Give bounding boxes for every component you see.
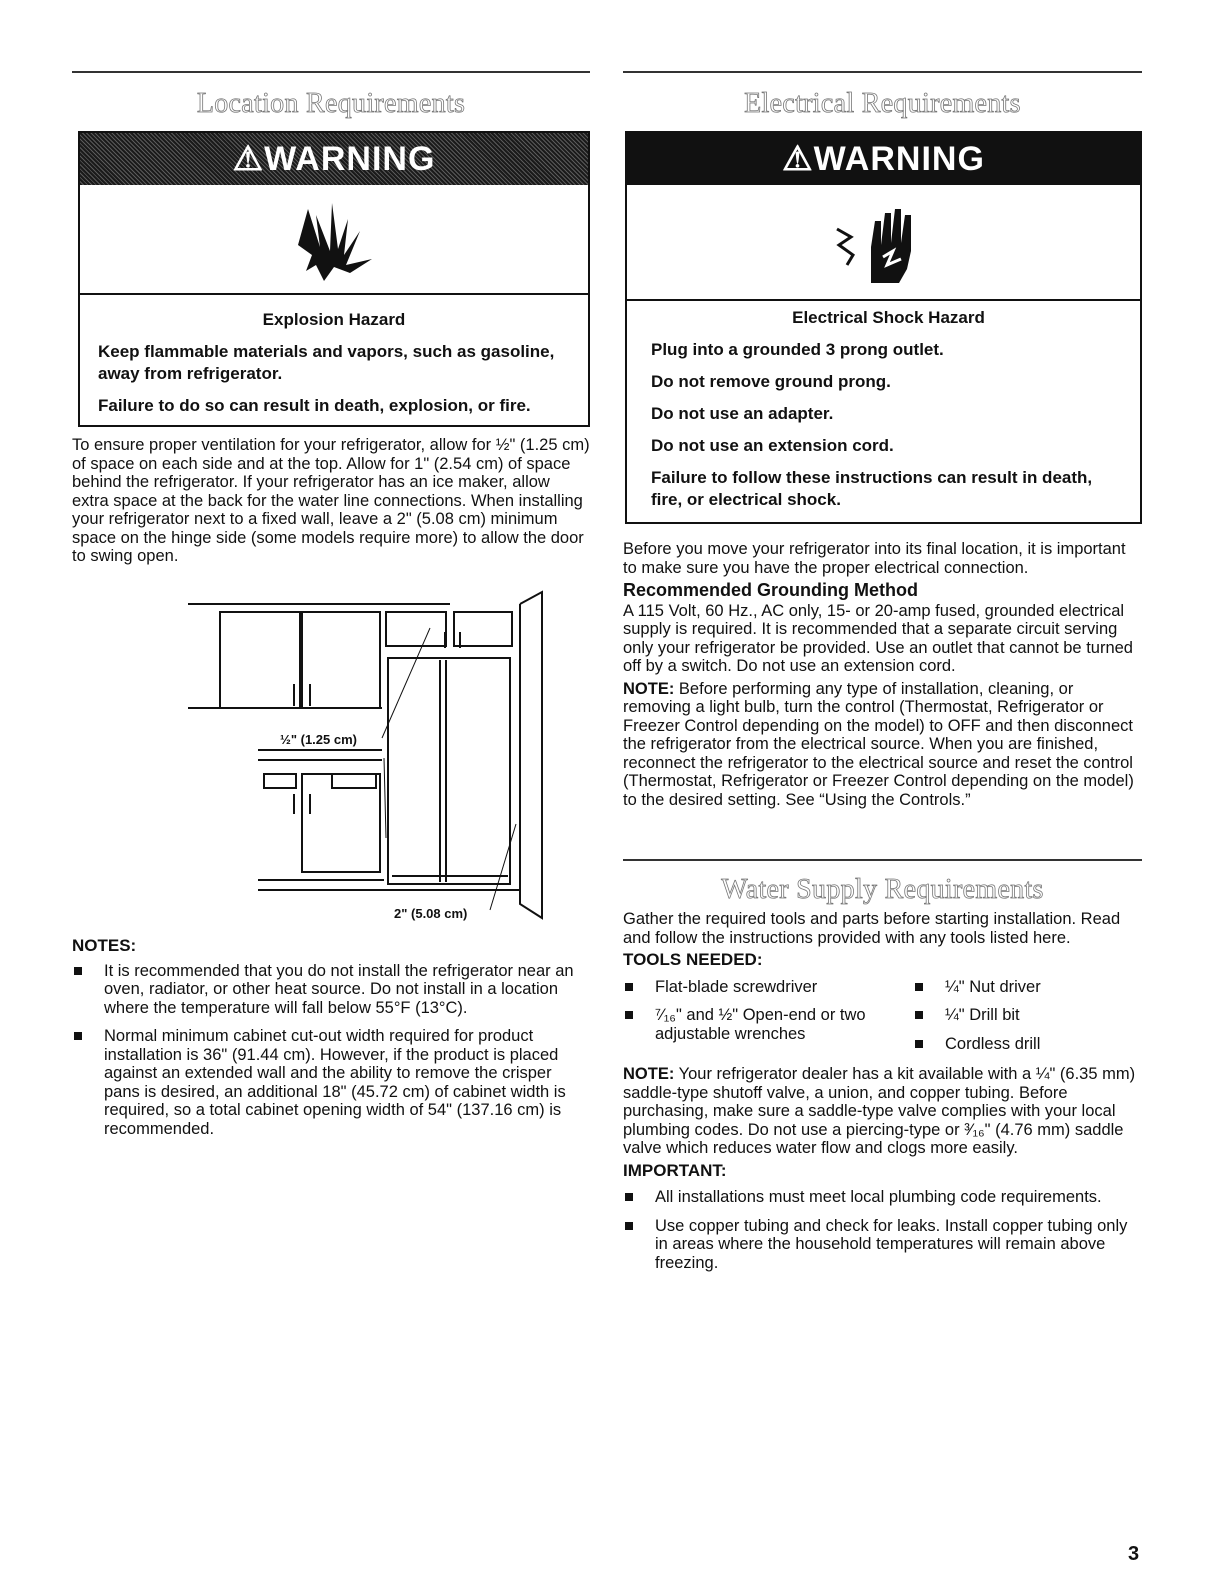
warning-header xyxy=(80,133,588,185)
notes-heading: NOTES: xyxy=(72,936,137,955)
tools-list-left xyxy=(623,978,913,1064)
list-item: ¼" Nut driver xyxy=(913,978,1142,997)
list-item: ¼" Drill bit xyxy=(913,1006,1142,1025)
section-divider xyxy=(72,71,590,73)
water-intro: Gather the required tools and parts before starting installation. Read and follow the instructions provided with any tools listed here. xyxy=(623,910,1121,947)
section-divider xyxy=(623,71,1142,73)
important-list xyxy=(623,1188,1142,1272)
section-divider xyxy=(623,859,1142,861)
explosion-icon xyxy=(80,185,592,291)
hazard-line: Do not use an extension cord. xyxy=(651,436,894,455)
list-item: It is recommended that you do not install the refrigerator near an oven, radiator, or other heat source. Do not install in a location where the temperature will fall below 55°F (13°C). xyxy=(72,962,590,1018)
list-item: ⁷⁄₁₆" and ½" Open-end or two adjustable wrenches xyxy=(623,1006,913,1043)
tools-list-right xyxy=(913,978,1142,1064)
hazard-title: Explosion Hazard xyxy=(262,310,406,329)
warning-triangle-icon: ⚠ xyxy=(782,140,814,178)
tools-list xyxy=(623,978,1142,1064)
warning-triangle-icon: ⚠ xyxy=(232,140,265,178)
page-number: 3 xyxy=(1128,1543,1140,1565)
list-item: Flat-blade screwdriver xyxy=(623,978,913,997)
hazard-line: Failure to do so can result in death, explosion, or fire. xyxy=(98,396,531,415)
explosion-warning-box xyxy=(78,131,590,427)
cabinet-clearance-diagram xyxy=(182,588,562,928)
warning-label: WARNING xyxy=(264,140,436,178)
notes-list xyxy=(72,962,590,1139)
list-item: Normal minimum cabinet cut-out width required for product installation is 36" (91.44 cm). However, if the product is placed against an extended wall and the ability to remove the crisper pans is desired, an additional 18" (45.72 cm) of cabinet width is required, so a total cabinet opening width of 54" (137.16 cm) is recommended. xyxy=(72,1027,590,1138)
hazard-line: Failure to follow these instructions can result in death, fire, or electrical shock. xyxy=(651,468,1093,509)
note-text: Before performing any type of installation, cleaning, or removing a light bulb, turn the control (Thermostat, Refrigerator or Freezer Control depending on the model) to OFF and then disconnect the refrigerator from the electrical source. When you are finished, reconnect the refrigerator to the electrical source and reset the control (Thermostat, Refrigerator or Freezer Control depending on the model) to the desired setting. See “Using the Controls.” xyxy=(623,679,1134,809)
hazard-line: Keep flammable materials and vapors, such as gasoline, away from refrigerator. xyxy=(98,342,555,383)
list-item: All installations must meet local plumbing code requirements. xyxy=(623,1188,1142,1207)
electrical-warning-box xyxy=(625,131,1142,524)
note-label: NOTE: xyxy=(623,1065,675,1083)
location-intro xyxy=(72,436,590,570)
shock-warning-text xyxy=(651,307,1126,521)
warning-label: WARNING xyxy=(813,140,985,178)
note-text: Your refrigerator dealer has a kit available with a ¼" (6.35 mm) saddle-type shutoff valve, a union, and copper tubing. Before purchasing, make sure a saddle-type valve complies with your local plumbing codes. Do not use a piercing-type or ³⁄₁₆" (4.76 mm) saddle valve which reduces water flow and clogs more easily. xyxy=(623,1065,1136,1157)
note-label: NOTE: xyxy=(623,679,675,698)
hazard-line: Do not remove ground prong. xyxy=(651,372,891,391)
grounding-text: A 115 Volt, 60 Hz., AC only, 15- or 20-amp fused, grounded electrical supply is required. It is recommended that a separate circuit serving only your refrigerator be provided. Use an outlet that cannot be turned off by a switch. Do not use an extension cord. xyxy=(623,601,1133,675)
side-clearance-label: ½" (1.25 cm) xyxy=(280,732,357,747)
hazard-title: Electrical Shock Hazard xyxy=(792,308,985,327)
electric-shock-hand-icon xyxy=(627,185,1142,297)
electrical-body xyxy=(623,540,1142,813)
water-supply-requirements-title: Water Supply Requirements xyxy=(721,874,1044,905)
hazard-line: Plug into a grounded 3 prong outlet. xyxy=(651,340,944,359)
list-item: Cordless drill xyxy=(913,1035,1142,1054)
electrical-requirements-title: Electrical Requirements xyxy=(744,88,1021,119)
location-intro-text: To ensure proper ventilation for your refrigerator, allow for ½" (1.25 cm) of space on each side and at the top. Allow for 1" (2.54 cm) of space behind the refrigerator. If your refrigerator has an ice maker, allow extra space at the back for the water line connections. When installing your refrigerator next to a fixed wall, leave a 2" (5.08 cm) minimum space on the hinge side (some models require more) to allow the door to swing open. xyxy=(72,436,590,565)
warning-header xyxy=(627,133,1140,185)
list-item: Use copper tubing and check for leaks. Install copper tubing only in areas where the household temperatures will remain above freezing. xyxy=(623,1217,1142,1273)
water-body xyxy=(623,910,1142,1282)
tools-heading: TOOLS NEEDED: xyxy=(623,950,763,969)
explosion-icon-area xyxy=(80,185,588,295)
important-heading: IMPORTANT: xyxy=(623,1160,727,1180)
location-requirements-title: Location Requirements xyxy=(196,88,466,119)
water-note xyxy=(623,1065,1142,1158)
shock-icon-area xyxy=(627,185,1140,301)
grounding-heading: Recommended Grounding Method xyxy=(623,580,918,600)
electrical-intro: Before you move your refrigerator into its final location, it is important to make sure you have the proper electrical connection. xyxy=(623,540,1126,577)
electrical-note xyxy=(623,680,1142,810)
explosion-warning-text xyxy=(98,309,570,427)
hazard-line: Do not use an adapter. xyxy=(651,404,834,423)
notes-section xyxy=(72,935,590,1148)
hinge-clearance-label: 2" (5.08 cm) xyxy=(394,906,468,921)
